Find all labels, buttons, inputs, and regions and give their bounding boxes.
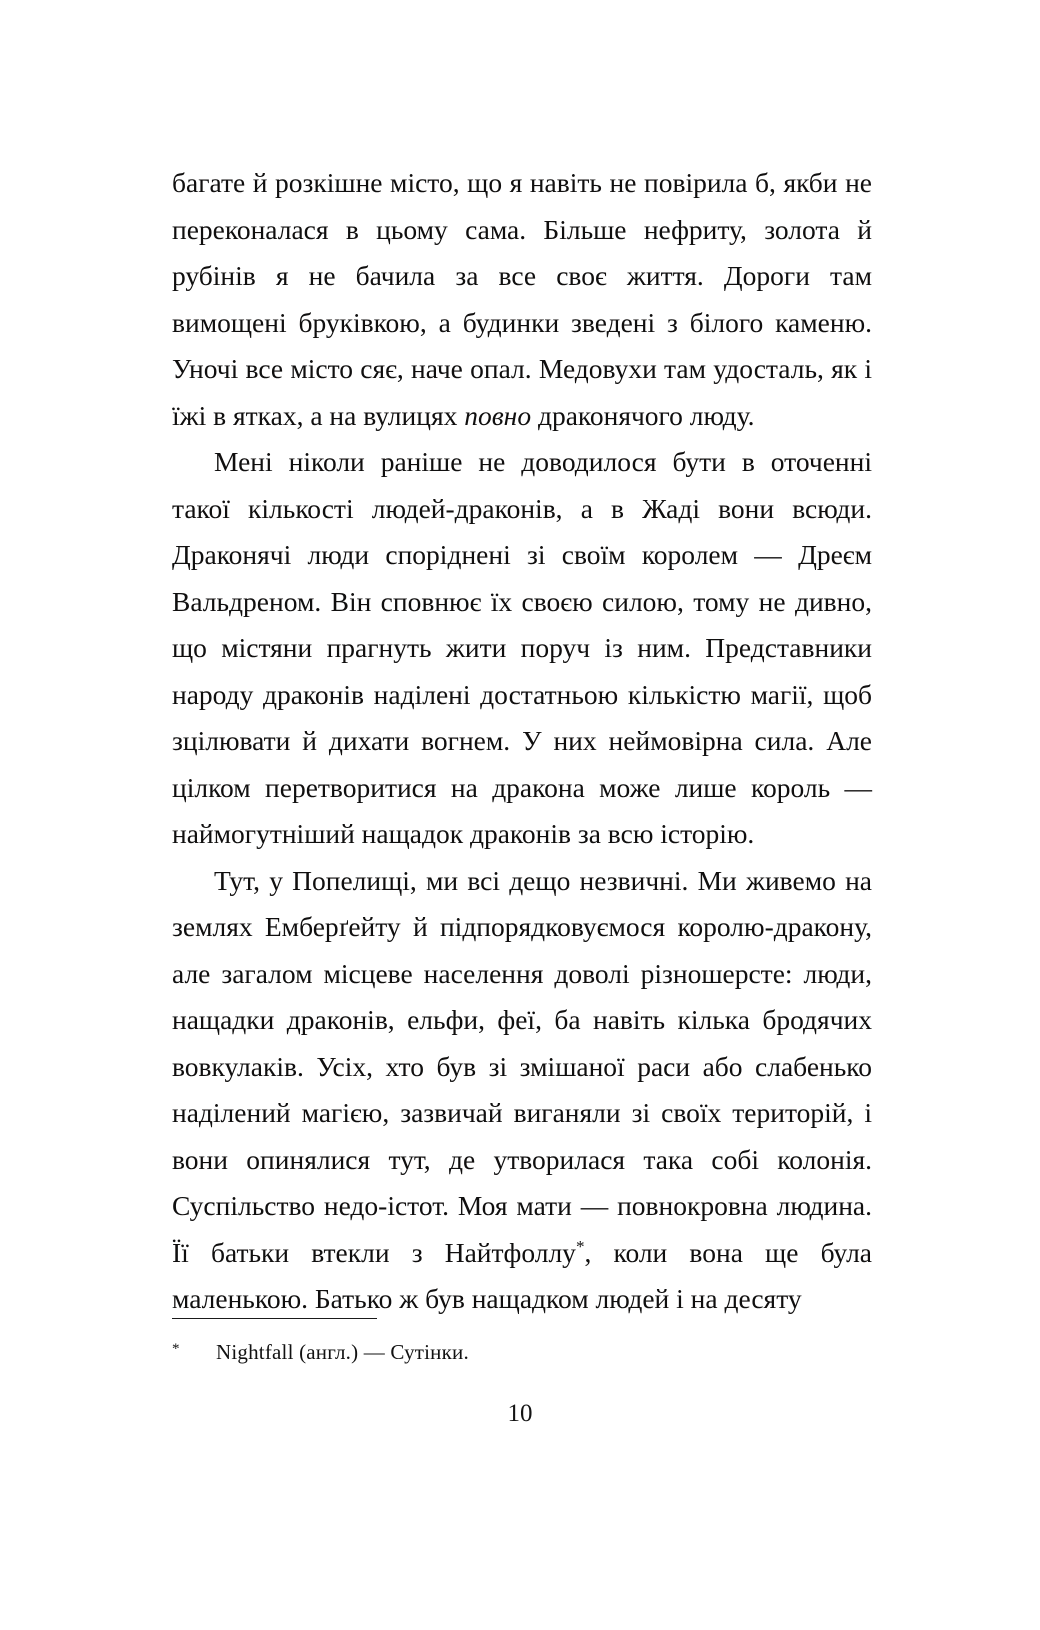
page-number: 10 [507,1400,533,1427]
footnote-marker-icon: * [172,1341,180,1357]
paragraph-three [172,858,872,1323]
footnote-entry [172,1337,872,1370]
paragraph-continued [172,160,872,439]
footnote-area [172,1318,872,1370]
footnote-separator-rule [172,1318,377,1319]
paragraph-three-text-before: Тут, у Попелищі, ми всі дещо незвичні. Ми живемо на землях Емберґейту й підпорядковуємося королю-дракону, але загалом місцеве населення доволі різношерсте: люди, нащадки драконів, ельфи, феї, ба навіть кілька бродячих вовкулаків. Усіх, хто був зі змішаної раси або слабенько наділений магією, зазвичай виганяли зі своїх територій, і вони опинялися тут, де утворилася така собі колонія. Суспільство недо-істот. Моя мати — повнокровна людина. Її батьки втекли з Найтфоллу [172,864,872,1268]
paragraph-continued-text-after: драконячого люду. [531,399,755,431]
paragraph-continued-text: багате й розкішне місто, що я навіть не повірила б, якби не переконалася в цьому сама. Більше нефриту, золота й рубінів я не бачила за все своє життя. Дороги там вимощені бруківкою, а будинки зведені з білого каменю. Уночі все місто сяє, наче опал. Медовухи там удосталь, як і їжі в ятках, а на вулицях [172,167,872,431]
footnote-reference-marker: * [575,1236,585,1256]
emphasized-word: повно [464,399,532,431]
footnote-text: Nightfall (англ.) — Сутінки. [216,1340,469,1364]
paragraph-three-text-after: , коли вона ще була маленькою. Батько ж був нащадком людей і на десяту [172,1236,873,1314]
body-text-block [172,160,872,1323]
paragraph-two: Мені ніколи раніше не доводилося бути в оточенні такої кількості людей-драконів, а в Жаді вони всюди. Драконячі люди споріднені зі своїм королем — Дреєм Вальдреном. Він сповнює їх своєю силою, тому не дивно, що містяни прагнуть жити поруч із ним. Представники народу драконів наділені достатньою кількістю магії, щоб зцілювати й дихати вогнем. У них неймовірна сила. Але цілком перетворитися на дракона може лише король — наймогутніший нащадок драконів за всю історію. [172,446,872,849]
